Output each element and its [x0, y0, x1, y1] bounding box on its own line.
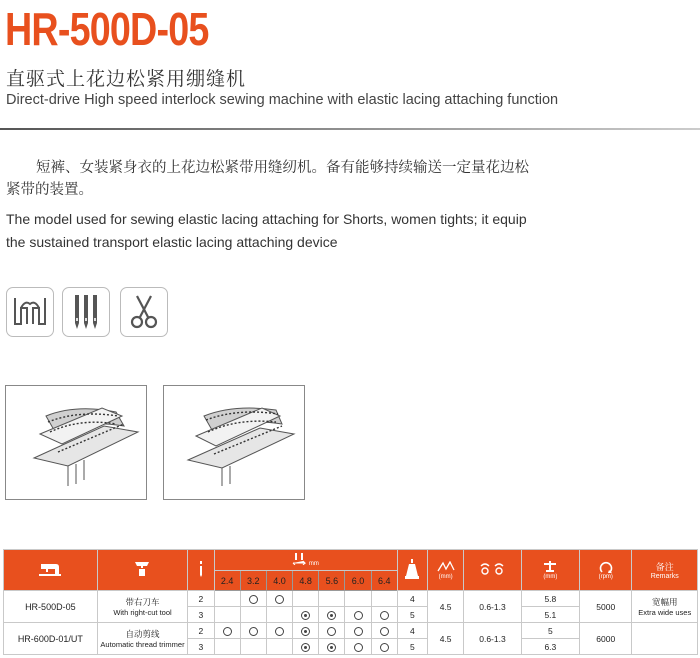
standard-dot-circle-icon	[301, 611, 310, 620]
gauge-cell	[345, 607, 371, 623]
remarks-header	[632, 550, 698, 591]
presser-foot-lift-icon	[542, 561, 558, 573]
gauge-cell	[240, 623, 266, 639]
available-circle-icon	[249, 627, 258, 636]
thread-cone-icon	[397, 550, 427, 591]
needles-cell: 2	[188, 623, 214, 639]
stitch-length-cell: 4.5	[428, 591, 464, 623]
available-circle-icon	[249, 595, 258, 604]
gauge-cell	[293, 607, 319, 623]
feature-cn: 自动剪线	[125, 629, 160, 639]
speed-cell: 6000	[580, 623, 632, 655]
gauge-cell	[371, 591, 397, 607]
needle-gauge-header	[214, 550, 397, 571]
lift-cell: 5.1	[521, 607, 579, 623]
feature-en: Automatic thread trimmer	[100, 640, 185, 649]
feature-cell	[97, 591, 188, 623]
available-circle-icon	[380, 643, 389, 652]
gauge-cell	[266, 623, 292, 639]
stitch-length-icon	[437, 561, 455, 573]
table-row	[4, 591, 698, 607]
needles-cell: 3	[188, 607, 214, 623]
gauge-cell	[266, 607, 292, 623]
gauge-cell	[214, 591, 240, 607]
gauge-cell	[345, 623, 371, 639]
gauge-cell	[266, 591, 292, 607]
available-circle-icon	[380, 611, 389, 620]
gauge-unit: mm	[308, 561, 319, 567]
title-english: Direct-drive High speed interlock sewing machine with elastic lacing attaching function	[6, 92, 559, 108]
available-circle-icon	[327, 627, 336, 636]
standard-dot-circle-icon	[327, 611, 336, 620]
available-circle-icon	[354, 643, 363, 652]
gauge-cell	[240, 607, 266, 623]
title-chinese: 直驱式上花边松紧用绷缝机	[6, 68, 247, 90]
gauge-cell	[371, 639, 397, 655]
standard-dot-circle-icon	[301, 627, 310, 636]
elastic-lace-attaching-photo-2	[163, 385, 305, 500]
gauge-label: 4.8	[293, 571, 319, 591]
threads-cell: 5	[397, 607, 427, 623]
presser-foot-lift-header	[521, 550, 579, 591]
description-chinese: 短裤、女装紧身衣的上花边松紧带用缝纫机。备有能够持续输送一定量花边松紧带的装置。	[6, 160, 529, 198]
needles-cell: 2	[188, 591, 214, 607]
standard-dot-circle-icon	[301, 643, 310, 652]
available-circle-icon	[354, 627, 363, 636]
gauge-cell	[371, 623, 397, 639]
speed-header	[580, 550, 632, 591]
gauge-label: 2.4	[214, 571, 240, 591]
divider	[0, 128, 700, 130]
available-circle-icon	[223, 627, 232, 636]
three-needle-icon	[62, 287, 110, 337]
feature-cn: 带右刀车	[125, 597, 160, 607]
remarks-en: Remarks	[650, 573, 679, 580]
model-title: HR-500D-05	[5, 3, 209, 55]
threads-cell: 5	[397, 639, 427, 655]
gauge-cell	[214, 623, 240, 639]
stitch-length-header	[428, 550, 464, 591]
differential-feed-icon	[464, 550, 521, 591]
needles-cell: 3	[188, 639, 214, 655]
speed-icon	[599, 561, 613, 573]
presser-foot-icon	[97, 550, 188, 591]
gauge-label: 3.2	[240, 571, 266, 591]
gauge-cell	[345, 639, 371, 655]
gauge-label: 4.0	[266, 571, 292, 591]
diff-feed-cell: 0.6-1.3	[464, 623, 521, 655]
sewing-machine-icon	[4, 550, 98, 591]
remarks-cell	[632, 591, 698, 623]
needle-gauge-icon	[292, 553, 306, 565]
lift-cell: 5	[521, 623, 579, 639]
description-english: The model used for sewing elastic lacing attaching for Shorts, women tights; it equip the sustained transport elastic lacing attaching device	[6, 211, 527, 250]
lift-unit: (mm)	[543, 573, 558, 580]
available-circle-icon	[275, 627, 284, 636]
gauge-cell	[319, 607, 345, 623]
gauge-label: 6.0	[345, 571, 371, 591]
feature-en: With right-cut tool	[113, 608, 172, 617]
interlock-stitch-icon	[6, 287, 54, 337]
speed-cell: 5000	[580, 591, 632, 623]
gauge-cell	[240, 639, 266, 655]
gauge-cell	[214, 607, 240, 623]
threads-cell: 4	[397, 623, 427, 639]
gauge-cell	[214, 639, 240, 655]
remarks-cell	[632, 623, 698, 655]
lift-cell: 6.3	[521, 639, 579, 655]
gauge-cell	[319, 639, 345, 655]
gauge-cell	[266, 639, 292, 655]
stitch-length-unit: (mm)	[438, 573, 453, 580]
needle-icon	[188, 550, 214, 591]
gauge-cell	[293, 591, 319, 607]
model-cell: HR-500D-05	[4, 591, 98, 623]
speed-unit: (rpm)	[598, 573, 613, 580]
lift-cell: 5.8	[521, 591, 579, 607]
gauge-cell	[293, 639, 319, 655]
elastic-lace-attaching-photo-1	[5, 385, 147, 500]
available-circle-icon	[275, 595, 284, 604]
gauge-cell	[319, 623, 345, 639]
gauge-cell	[293, 623, 319, 639]
model-cell: HR-600D-01/UT	[4, 623, 98, 655]
remarks-cn: 备注	[655, 562, 674, 572]
remarks-cell-en: Extra wide uses	[638, 608, 692, 617]
gauge-cell	[319, 591, 345, 607]
available-circle-icon	[380, 627, 389, 636]
gauge-cell	[345, 591, 371, 607]
gauge-label: 6.4	[371, 571, 397, 591]
diff-feed-cell: 0.6-1.3	[464, 591, 521, 623]
available-circle-icon	[354, 611, 363, 620]
table-row	[4, 623, 698, 639]
standard-dot-circle-icon	[327, 643, 336, 652]
feature-cell	[97, 623, 188, 655]
gauge-cell	[240, 591, 266, 607]
threads-cell: 4	[397, 591, 427, 607]
gauge-label: 5.6	[319, 571, 345, 591]
stitch-length-cell: 4.5	[428, 623, 464, 655]
gauge-cell	[371, 607, 397, 623]
scissors-icon	[120, 287, 168, 337]
remarks-cell-cn: 宽幅用	[651, 597, 678, 607]
spec-table	[3, 549, 698, 655]
